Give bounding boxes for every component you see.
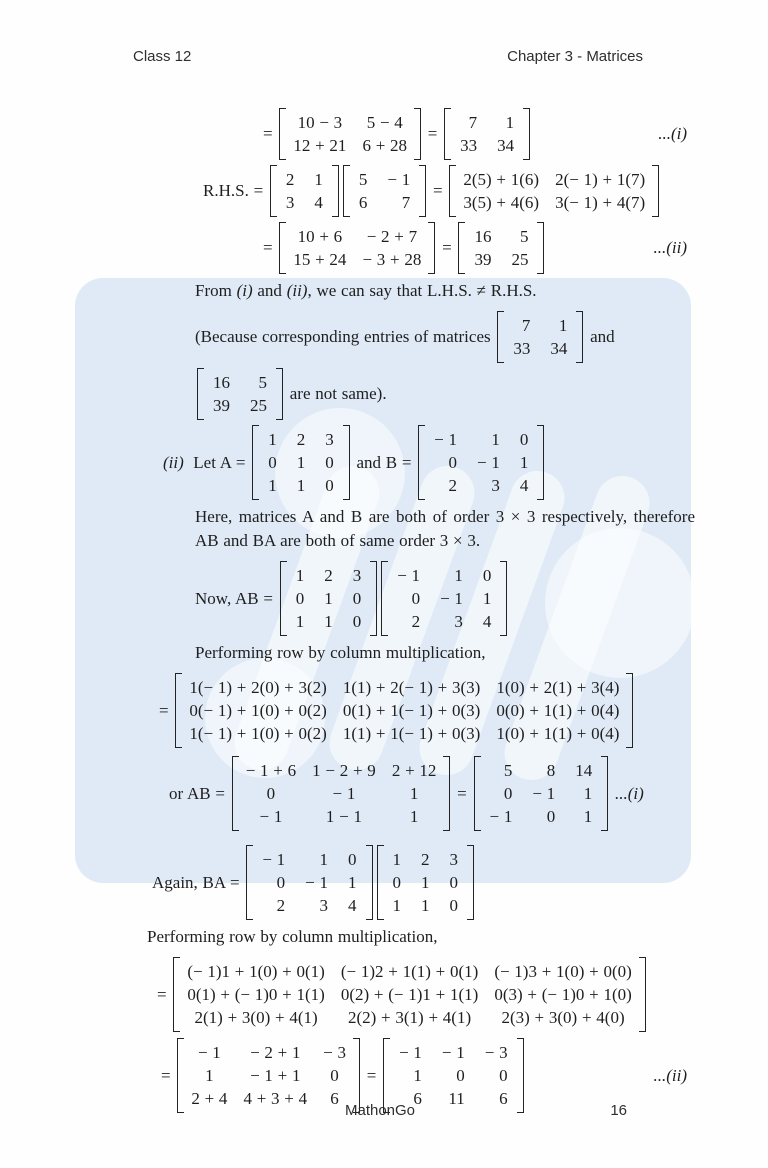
matrix-entry: 34 — [550, 339, 568, 358]
matrix-entry: 3(− 1) + 4(7) — [555, 193, 646, 212]
matrix-entry: 0 — [348, 850, 357, 869]
text-run: Now, AB = — [195, 588, 278, 608]
text-run: = — [161, 1065, 176, 1085]
matrix-entry: − 1 + 1 — [250, 1066, 301, 1085]
text-run: and B = — [351, 452, 417, 472]
matrix-entry: 1 — [413, 1066, 422, 1085]
matrix-entry: 10 − 3 — [297, 113, 343, 132]
matrix-entry: 0(3) + (− 1)0 + 1(0) — [494, 985, 632, 1004]
text-run: = — [452, 783, 472, 803]
matrix-entry: 0 — [268, 453, 277, 472]
text-run: Performing row by column multiplication, — [195, 643, 486, 662]
eq-line-ba-product — [152, 845, 693, 920]
matrix-entry: − 1 — [262, 850, 286, 869]
matrix-entry: 1 — [268, 430, 277, 449]
matrix-entry: 0 — [411, 589, 421, 608]
matrix-entry: 8 — [546, 761, 556, 780]
matrix-entry: − 1 — [259, 807, 283, 826]
matrix-entry: 3 — [454, 612, 463, 631]
matrix-entry: 0(− 1) + 1(0) + 0(2) — [189, 701, 327, 720]
matrix-entry: − 2 + 7 — [366, 227, 418, 246]
matrix-entry: 3 — [325, 430, 334, 449]
text-run: (ii) — [286, 281, 308, 300]
matrix-entry: 1 — [295, 612, 305, 631]
text-row-col-2 — [147, 925, 693, 949]
matrix-entry: − 1 — [305, 873, 328, 892]
matrix — [246, 845, 372, 920]
matrix — [175, 673, 633, 748]
matrix-entry: − 1 — [387, 170, 411, 189]
matrix-entry: − 1 — [441, 1043, 465, 1062]
solution-content — [95, 108, 693, 1118]
eq-line-ba-expanded — [157, 957, 693, 1032]
matrix-entry: − 3 — [484, 1043, 508, 1062]
matrix-entry: 2 — [421, 850, 430, 869]
matrix-entry: 3 — [319, 896, 328, 915]
matrix-entry: 2(5) + 1(6) — [463, 170, 540, 189]
matrix-entry: − 1 — [197, 1043, 221, 1062]
matrix-entry: 1 — [491, 430, 500, 449]
matrix-entry: 10 + 6 — [297, 227, 343, 246]
matrix-entry: 0(2) + (− 1)1 + 1(1) — [340, 985, 479, 1004]
matrix-entry: 11 — [448, 1089, 465, 1108]
matrix — [444, 108, 530, 160]
matrix-entry: 33 — [513, 339, 531, 358]
matrix — [252, 425, 350, 500]
matrix-entry: 1 — [296, 453, 306, 472]
matrix-entry: 0 — [266, 784, 276, 803]
eq-line-rhs-definition — [203, 165, 693, 217]
matrix-entry: 39 — [474, 250, 492, 269]
matrix-entry: 1 − 2 + 9 — [312, 761, 376, 780]
matrix-entry: 16 — [474, 227, 492, 246]
matrix — [458, 222, 544, 274]
text-reason-part1 — [195, 311, 693, 363]
matrix-entry: 5 — [258, 373, 267, 392]
eq-line-ab-result — [169, 756, 693, 831]
matrix-entry: 3 — [491, 476, 500, 495]
text-row-col-1 — [195, 641, 693, 665]
matrix-entry: 2 — [285, 170, 295, 189]
matrix-entry: 0 — [499, 1066, 508, 1085]
text-run: (i) — [236, 281, 253, 300]
matrix-entry: 1 — [268, 476, 277, 495]
matrix — [381, 561, 507, 636]
matrix-entry: 1(0) + 2(1) + 3(4) — [496, 678, 620, 697]
matrix-entry: 2(1) + 3(0) + 4(1) — [194, 1008, 318, 1027]
matrix-entry: 5 — [503, 761, 513, 780]
matrix-entry: 4 — [348, 896, 357, 915]
matrix — [497, 311, 583, 363]
text-run: = — [428, 181, 448, 200]
matrix-entry: 6 — [358, 193, 368, 212]
matrix-entry: 0 — [392, 873, 401, 892]
matrix-entry: 0(1) + 1(− 1) + 0(3) — [342, 701, 481, 720]
matrix-entry: 1 — [392, 850, 401, 869]
matrix-entry: 6 + 28 — [362, 136, 408, 155]
matrix-entry: (− 1)2 + 1(1) + 0(1) — [340, 962, 479, 981]
matrix — [449, 165, 659, 217]
matrix-entry: 0 — [352, 612, 362, 631]
matrix-entry: 25 — [250, 396, 267, 415]
text-reason-part2 — [195, 368, 693, 420]
matrix-entry: 7 — [521, 316, 531, 335]
matrix-entry: 4 + 3 + 4 — [243, 1089, 308, 1108]
text-run: = — [361, 1065, 382, 1085]
matrix-entry: 2 + 12 — [391, 761, 437, 780]
text-run: are not same). — [285, 384, 387, 403]
matrix-entry: − 1 — [434, 430, 458, 449]
matrix-entry: 0(0) + 1(1) + 0(4) — [496, 701, 620, 720]
matrix-entry: 1 — [324, 612, 333, 631]
matrix — [197, 368, 283, 420]
equation-tag: ...(i) — [658, 124, 687, 143]
matrix-entry: 0 — [276, 873, 286, 892]
matrix-entry: 2(2) + 3(1) + 4(1) — [347, 1008, 472, 1027]
matrix-entry: 0 — [503, 784, 513, 803]
matrix-entry: 2(3) + 3(0) + 4(0) — [501, 1008, 625, 1027]
matrix-entry: 0(1) + (− 1)0 + 1(1) — [187, 985, 325, 1004]
matrix-entry: 2 — [276, 896, 286, 915]
header-chapter-label: Chapter 3 - Matrices — [507, 48, 643, 65]
eq-line-define-ab — [163, 425, 693, 500]
matrix-entry: 1 — [314, 170, 323, 189]
matrix-entry: 1(0) + 1(1) + 0(4) — [496, 724, 620, 743]
text-run: Again, BA = — [152, 872, 245, 892]
text-run: From — [195, 281, 237, 300]
matrix-entry: 1 — [324, 589, 333, 608]
matrix-entry: 25 — [511, 250, 529, 269]
matrix-entry: 0 — [482, 566, 492, 585]
page-footer — [133, 1102, 627, 1122]
text-run: , we can say that L.H.S. ≠ R.H.S. — [307, 281, 537, 300]
matrix — [280, 561, 378, 636]
equation-tag: ...(ii) — [653, 238, 687, 257]
matrix-entry: 1 — [421, 896, 430, 915]
text-run: and — [252, 281, 287, 300]
matrix-entry: 2 — [324, 566, 333, 585]
matrix-entry: 33 — [460, 136, 478, 155]
footer-page-number: 16 — [610, 1102, 627, 1119]
matrix-entry: 1 — [295, 566, 305, 585]
matrix-entry: 1(1) + 2(− 1) + 3(3) — [342, 678, 481, 697]
matrix-entry: 2 — [448, 476, 458, 495]
matrix-entry: 1(1) + 1(− 1) + 0(3) — [342, 724, 481, 743]
equation-tag: ...(ii) — [653, 1065, 687, 1085]
matrix-entry: 1 — [482, 589, 492, 608]
matrix — [343, 165, 426, 217]
matrix — [232, 756, 451, 831]
matrix — [279, 222, 435, 274]
matrix-entry: 3(5) + 4(6) — [463, 193, 540, 212]
matrix-entry: 5 — [519, 227, 529, 246]
matrix-entry: 1 − 1 — [325, 807, 363, 826]
footer-brand: MathonGo — [344, 1102, 416, 1119]
para-order-note — [195, 505, 695, 553]
matrix-entry: 12 + 21 — [293, 136, 347, 155]
matrix-entry: 4 — [519, 476, 529, 495]
matrix-entry: 1(− 1) + 1(0) + 0(2) — [189, 724, 327, 743]
matrix-entry: 1 — [583, 784, 593, 803]
text-run: (ii) — [163, 452, 184, 472]
eq-line-ab-product — [195, 561, 693, 636]
matrix-entry: 2 — [411, 612, 421, 631]
matrix-entry: − 1 — [489, 807, 513, 826]
text-run: and — [585, 327, 615, 346]
matrix-entry: 1 — [319, 850, 328, 869]
text-run: = — [437, 238, 457, 257]
text-conclusion — [195, 279, 693, 303]
matrix — [418, 425, 544, 500]
matrix-entry: (− 1)3 + 1(0) + 0(0) — [494, 962, 632, 981]
matrix-entry: 1 — [409, 807, 419, 826]
matrix-entry: − 1 — [440, 589, 463, 608]
matrix-entry: 0 — [352, 589, 362, 608]
matrix-entry: − 1 — [532, 784, 556, 803]
text-run: Performing row by column multiplication, — [147, 927, 438, 946]
matrix-entry: 5 — [358, 170, 368, 189]
matrix-entry: 1 — [583, 807, 593, 826]
matrix — [474, 756, 609, 831]
matrix-entry: 1 — [205, 1066, 214, 1085]
matrix-entry: 1 — [454, 566, 463, 585]
matrix-entry: 1 — [421, 873, 430, 892]
eq-line-rhs-result — [263, 222, 693, 274]
matrix-entry: 0 — [448, 453, 458, 472]
matrix-entry: 2 + 4 — [191, 1089, 228, 1108]
matrix-entry: − 1 + 6 — [245, 761, 297, 780]
matrix-entry: 1 — [558, 316, 568, 335]
text-run: Let A = — [183, 452, 251, 472]
matrix-entry: 3 — [352, 566, 362, 585]
matrix-entry: 1 — [505, 113, 515, 132]
matrix-entry: 1 — [519, 453, 529, 472]
text-run: (Because corresponding entries of matrices — [195, 327, 496, 346]
matrix-entry: 2 — [296, 430, 306, 449]
matrix-entry: 1 — [296, 476, 306, 495]
matrix-entry: 0 — [546, 807, 556, 826]
matrix-entry: 5 − 4 — [366, 113, 403, 132]
matrix-entry: 0 — [449, 873, 458, 892]
text-run: = — [263, 238, 278, 257]
header-class-label: Class 12 — [133, 48, 192, 65]
matrix-entry: 1 — [392, 896, 401, 915]
matrix-entry: 0 — [449, 896, 458, 915]
matrix-entry: 34 — [497, 136, 515, 155]
matrix-entry: 0 — [325, 476, 334, 495]
page-header — [133, 48, 643, 65]
matrix-entry: − 1 — [332, 784, 356, 803]
text-run: = — [423, 124, 443, 143]
matrix-entry: 0 — [325, 453, 334, 472]
matrix-entry: − 3 + 28 — [362, 250, 422, 269]
matrix-entry: 1 — [348, 873, 357, 892]
matrix-entry: 0 — [330, 1066, 339, 1085]
matrix-entry: 14 — [575, 761, 593, 780]
matrix — [270, 165, 339, 217]
matrix-entry: 0 — [519, 430, 529, 449]
matrix-entry: − 1 — [477, 453, 500, 472]
matrix-entry: 6 — [413, 1089, 422, 1108]
matrix-entry: 2(− 1) + 1(7) — [555, 170, 646, 189]
matrix-entry: 0 — [295, 589, 305, 608]
matrix-entry: 3 — [285, 193, 295, 212]
matrix-entry: 16 — [213, 373, 230, 392]
matrix-entry: 7 — [468, 113, 478, 132]
matrix-entry: − 3 — [323, 1043, 346, 1062]
matrix-entry: 4 — [314, 193, 323, 212]
matrix-entry: − 1 — [399, 1043, 422, 1062]
text-run: = — [157, 984, 172, 1004]
matrix-entry: 15 + 24 — [293, 250, 347, 269]
matrix-entry: 4 — [482, 612, 492, 631]
matrix-entry: 1 — [409, 784, 419, 803]
matrix-entry: 1(− 1) + 2(0) + 3(2) — [189, 678, 327, 697]
text-run: R.H.S. = — [203, 181, 268, 200]
matrix-entry: − 2 + 1 — [250, 1043, 301, 1062]
matrix-entry: 39 — [213, 396, 230, 415]
eq-line-ab-expanded — [159, 673, 693, 748]
matrix-entry: 7 — [401, 193, 411, 212]
text-run: ...(i) — [610, 783, 644, 803]
matrix-entry: − 1 — [397, 566, 421, 585]
text-run: = — [263, 124, 278, 143]
text-run: or AB = — [169, 783, 230, 803]
matrix-entry: 0 — [456, 1066, 465, 1085]
text-run: = — [159, 700, 174, 720]
matrix-entry: 6 — [499, 1089, 508, 1108]
matrix — [173, 957, 645, 1032]
matrix-entry: (− 1)1 + 1(0) + 0(1) — [187, 962, 325, 981]
matrix — [279, 108, 421, 160]
matrix-entry: 6 — [330, 1089, 339, 1108]
matrix — [377, 845, 475, 920]
eq-line-lhs-result — [263, 108, 693, 160]
matrix-entry: 3 — [449, 850, 458, 869]
text-run: Here, matrices A and B are both of order 3 × 3 respectively, therefore AB and BA are both of same order 3 × 3. — [195, 507, 695, 550]
